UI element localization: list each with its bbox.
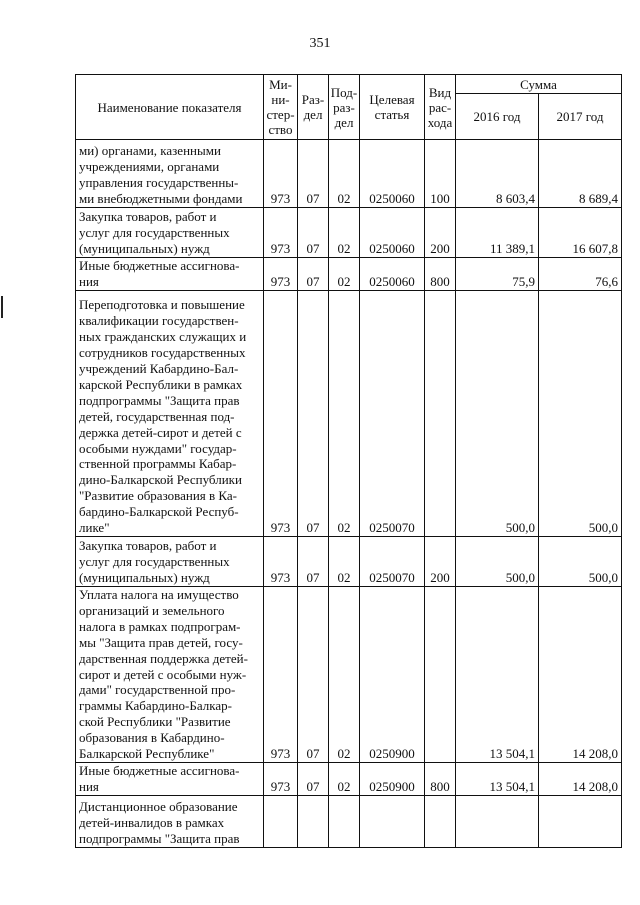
header-sum: Сумма bbox=[456, 75, 622, 94]
cell-subsection bbox=[329, 795, 360, 847]
cell-2017: 500,0 bbox=[539, 291, 622, 537]
cell-name: ми) органами, казенными учреждениями, органами управления государственны- ми внебюджетными фондами bbox=[76, 140, 264, 208]
cell-2016: 500,0 bbox=[456, 537, 539, 587]
header-year-2016: 2016 год bbox=[456, 94, 539, 140]
cell-subsection: 02 bbox=[329, 291, 360, 537]
cell-ministry: 973 bbox=[264, 537, 298, 587]
cell-section: 07 bbox=[298, 762, 329, 795]
cell-ministry: 973 bbox=[264, 762, 298, 795]
cell-2017: 14 208,0 bbox=[539, 762, 622, 795]
cell-expense: 800 bbox=[425, 258, 456, 291]
cell-subsection: 02 bbox=[329, 258, 360, 291]
table-row bbox=[76, 587, 622, 763]
cell-target: 0250060 bbox=[360, 258, 425, 291]
cell-name: Иные бюджетные ассигнова- ния bbox=[76, 762, 264, 795]
cell-target: 0250070 bbox=[360, 291, 425, 537]
cell-2016 bbox=[456, 795, 539, 847]
cell-section bbox=[298, 795, 329, 847]
cell-expense: 200 bbox=[425, 537, 456, 587]
header-year-2017: 2017 год bbox=[539, 94, 622, 140]
cell-2016: 13 504,1 bbox=[456, 762, 539, 795]
cell-2017: 8 689,4 bbox=[539, 140, 622, 208]
table-row bbox=[76, 258, 622, 291]
header-name: Наименование показателя bbox=[76, 75, 264, 140]
cell-expense: 800 bbox=[425, 762, 456, 795]
cell-expense: 200 bbox=[425, 208, 456, 258]
cell-section: 07 bbox=[298, 291, 329, 537]
cell-2017 bbox=[539, 795, 622, 847]
cell-2016: 500,0 bbox=[456, 291, 539, 537]
margin-mark bbox=[1, 296, 3, 318]
cell-name: Закупка товаров, работ и услуг для государственных (муниципальных) нужд bbox=[76, 208, 264, 258]
cell-name: Иные бюджетные ассигнова- ния bbox=[76, 258, 264, 291]
cell-2017: 14 208,0 bbox=[539, 587, 622, 763]
cell-subsection: 02 bbox=[329, 537, 360, 587]
cell-ministry: 973 bbox=[264, 140, 298, 208]
cell-name: Уплата налога на имущество организаций и земельного налога в рамках подпрограм- мы "Защита прав детей, госу- дарственная поддержка детей- сирот и детей с особыми нуж- дами" государственной про- граммы Кабардино-Балкар- ской Республики "Развитие образования в Кабардино- Балкарской Республике" bbox=[76, 587, 264, 763]
cell-2017: 16 607,8 bbox=[539, 208, 622, 258]
cell-target bbox=[360, 795, 425, 847]
cell-subsection: 02 bbox=[329, 208, 360, 258]
cell-target: 0250060 bbox=[360, 208, 425, 258]
cell-subsection: 02 bbox=[329, 140, 360, 208]
cell-2016: 75,9 bbox=[456, 258, 539, 291]
header-ministry: Ми- ни- стер- ство bbox=[264, 75, 298, 140]
cell-target: 0250070 bbox=[360, 537, 425, 587]
table-row bbox=[76, 537, 622, 587]
cell-name: Дистанционное образование детей-инвалидов в рамках подпрограммы "Защита прав bbox=[76, 795, 264, 847]
table-row bbox=[76, 140, 622, 208]
cell-ministry bbox=[264, 795, 298, 847]
cell-2016: 13 504,1 bbox=[456, 587, 539, 763]
cell-name: Закупка товаров, работ и услуг для государственных (муниципальных) нужд bbox=[76, 537, 264, 587]
table-row bbox=[76, 208, 622, 258]
cell-section: 07 bbox=[298, 587, 329, 763]
cell-ministry: 973 bbox=[264, 208, 298, 258]
cell-target: 0250900 bbox=[360, 762, 425, 795]
table-row bbox=[76, 762, 622, 795]
cell-expense bbox=[425, 291, 456, 537]
cell-section: 07 bbox=[298, 208, 329, 258]
cell-2017: 76,6 bbox=[539, 258, 622, 291]
cell-section: 07 bbox=[298, 140, 329, 208]
cell-expense bbox=[425, 587, 456, 763]
budget-table bbox=[75, 74, 622, 848]
cell-expense bbox=[425, 795, 456, 847]
header-subsection: Под- раз- дел bbox=[329, 75, 360, 140]
cell-subsection: 02 bbox=[329, 762, 360, 795]
cell-2016: 11 389,1 bbox=[456, 208, 539, 258]
page-number: 351 bbox=[309, 36, 331, 51]
cell-target: 0250900 bbox=[360, 587, 425, 763]
cell-expense: 100 bbox=[425, 140, 456, 208]
cell-2017: 500,0 bbox=[539, 537, 622, 587]
header-expense-type: Вид рас- хода bbox=[425, 75, 456, 140]
table-row bbox=[76, 795, 622, 847]
cell-target: 0250060 bbox=[360, 140, 425, 208]
cell-section: 07 bbox=[298, 537, 329, 587]
cell-name: Переподготовка и повышение квалификации государствен- ных гражданских служащих и сотрудников государственных учреждений Кабардино-Бал- карской Республики в рамках подпрограммы "Защита прав детей, государственная под- держка детей-сирот и детей с особыми нуждами" государ- ственной программы Кабар- дино-Балкарской Республики "Развитие образования в Ка- бардино-Балкарской Респуб- лике" bbox=[76, 291, 264, 537]
cell-section: 07 bbox=[298, 258, 329, 291]
header-target: Целевая статья bbox=[360, 75, 425, 140]
cell-subsection: 02 bbox=[329, 587, 360, 763]
cell-2016: 8 603,4 bbox=[456, 140, 539, 208]
table-row bbox=[76, 291, 622, 537]
cell-ministry: 973 bbox=[264, 587, 298, 763]
header-section: Раз- дел bbox=[298, 75, 329, 140]
cell-ministry: 973 bbox=[264, 258, 298, 291]
cell-ministry: 973 bbox=[264, 291, 298, 537]
table-header bbox=[76, 75, 622, 140]
